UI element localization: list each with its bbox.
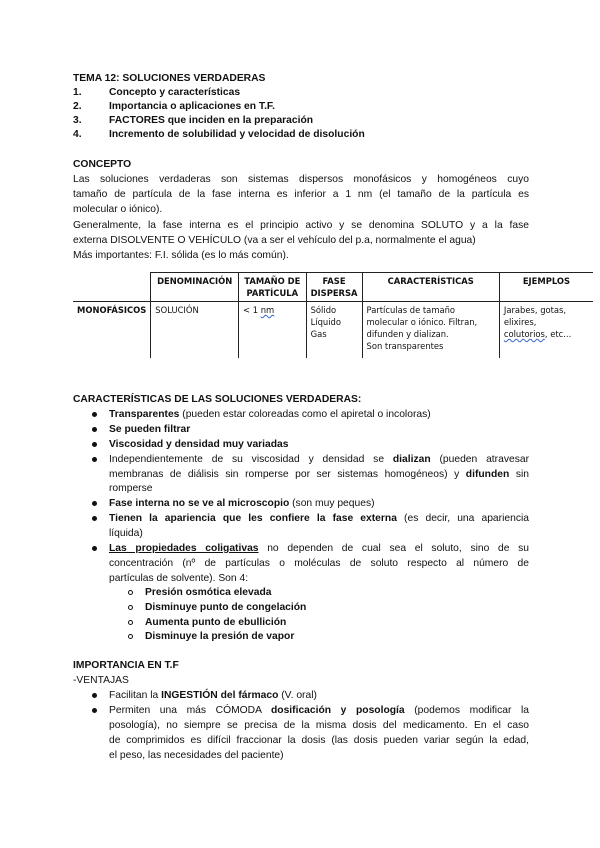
table-row-label: MONOFÁSICOS	[73, 302, 151, 359]
list-item: Permiten una más CÓMODA dosificación y posología (podemos modificar la	[109, 705, 529, 716]
sub-list-item: Disminuye punto de congelación	[145, 602, 307, 613]
paragraph-line: molecular o iónico).	[73, 204, 163, 215]
list-item: Facilitan la INGESTIÓN del fármaco (V. oral)	[109, 690, 317, 701]
list-item-line: partículas de solvente). Son 4:	[109, 573, 249, 584]
bullet-icon	[92, 546, 97, 551]
list-item-line: romperse	[109, 483, 153, 494]
table-cell: Partículas de tamaño molecular o iónico. Filtran, difunden y dializan. Son transparentes	[362, 302, 499, 359]
bullet-icon	[92, 442, 97, 447]
sub-list-item: Aumenta punto de ebullición	[145, 617, 287, 628]
sub-list-item: Presión osmótica elevada	[145, 587, 272, 598]
table-header: CARACTERÍSTICAS	[362, 273, 499, 302]
table-header: DENOMINACIÓN	[151, 273, 239, 302]
sub-list-item: Disminuye la presión de vapor	[145, 631, 295, 642]
bullet-icon	[92, 427, 97, 432]
table-cell: Jarabes, gotas, elixires, colutorios, etc...	[499, 302, 593, 359]
index-item: 1. Concepto y características	[73, 87, 241, 98]
document-title: TEMA 12: SOLUCIONES VERDADERAS	[73, 73, 266, 84]
list-item-line: de comprimidos es difícil fraccionar la dosis (las dosis pueden variar según la edad,	[109, 735, 529, 746]
sub-bullet-icon	[128, 605, 133, 610]
bullet-icon	[92, 457, 97, 462]
list-item: Transparentes (pueden estar coloreadas como el apiretal o incoloras)	[109, 409, 431, 420]
table-cell: < 1 nm	[239, 302, 307, 359]
list-item: Independientemente de su viscosidad y densidad se dializan (pueden atravesar	[109, 454, 529, 465]
paragraph-line: externa DISOLVENTE O VEHÍCULO (va a ser el vehículo del p.a, normalmente el agua)	[73, 235, 476, 246]
list-item: Tienen la apariencia que les confiere la fase externa (es decir, una apariencia	[109, 513, 529, 524]
section-heading-importancia: IMPORTANCIA EN T.F	[73, 660, 179, 671]
list-item: Las propiedades coligativas no dependen de cual sea el soluto, sino de su	[109, 543, 529, 554]
bullet-icon	[92, 412, 97, 417]
table-row	[73, 302, 593, 359]
list-item-line: posología), no siempre se precisa de la misma dosis del medicamento. En el caso	[109, 720, 529, 731]
paragraph-line: tamaño de partícula de la fase interna es inferior a 1 nm (el tamaño de la partícula es	[73, 189, 529, 200]
subheading-ventajas: -VENTAJAS	[73, 675, 129, 686]
list-item-line: líquida)	[109, 528, 143, 539]
paragraph-line: Generalmente, la fase interna es el principio activo y se denomina SOLUTO y a la fase	[73, 220, 529, 231]
sub-bullet-icon	[128, 620, 133, 625]
list-item-line: concentración (nº de partículas o moléculas de soluto respecto al número de	[109, 558, 529, 569]
sub-bullet-icon	[128, 634, 133, 639]
list-item-line: membranas de diálisis sin romperse por ser sistemas homogéneos) y difunden sin	[109, 469, 529, 480]
index-item: 3. FACTORES que inciden en la preparación	[73, 115, 314, 126]
index-item: 2. Importancia o aplicaciones en T.F.	[73, 101, 275, 112]
table-header: FASE DISPERSA	[306, 273, 362, 302]
table-header: TAMAÑO DE PARTÍCULA	[239, 273, 307, 302]
sub-bullet-icon	[128, 590, 133, 595]
list-item: Viscosidad y densidad muy variadas	[109, 439, 289, 450]
bullet-icon	[92, 693, 97, 698]
paragraph-line: Las soluciones verdaderas son sistemas dispersos monofásicos y homogéneos cuyo	[73, 174, 529, 185]
table-corner	[73, 273, 151, 302]
section-heading-caracteristicas: CARACTERÍSTICAS DE LAS SOLUCIONES VERDADERAS:	[73, 394, 362, 405]
table-cell: SOLUCIÓN	[151, 302, 239, 359]
index-item: 4. Incremento de solubilidad y velocidad de disolución	[73, 129, 365, 140]
paragraph-line: Más importantes: F.I. sólida (es lo más común).	[73, 250, 289, 261]
bullet-icon	[92, 501, 97, 506]
bullet-icon	[92, 516, 97, 521]
bullet-icon	[92, 708, 97, 713]
list-item-line: el peso, las necesidades del paciente)	[109, 750, 284, 761]
table-header-row	[73, 273, 593, 302]
list-item: Fase interna no se ve al microscopio (son muy peques)	[109, 498, 375, 509]
section-heading-concepto: CONCEPTO	[73, 159, 132, 170]
table-cell: Sólido Líquido Gas	[306, 302, 362, 359]
solutions-table	[73, 272, 593, 358]
list-item: Se pueden filtrar	[109, 424, 191, 435]
table-header: EJEMPLOS	[499, 273, 593, 302]
